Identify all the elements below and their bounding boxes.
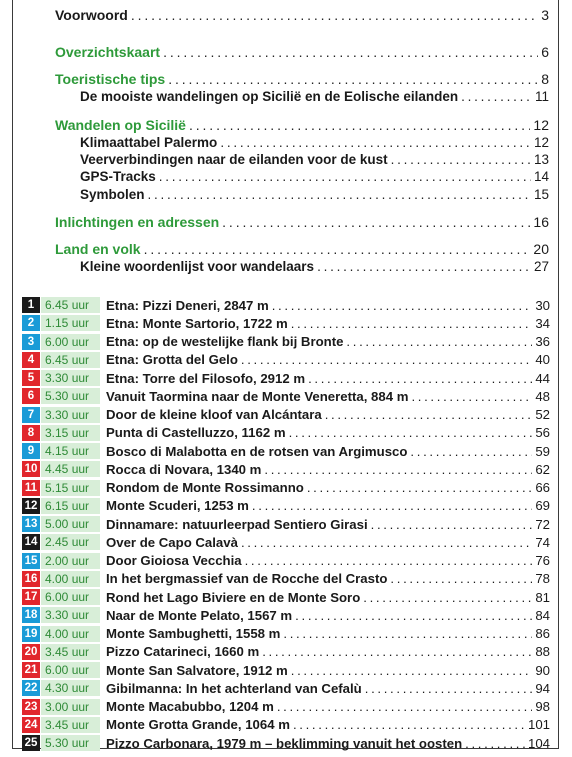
hike-number-badge: 6: [22, 388, 40, 404]
hike-page-number: 36: [535, 334, 550, 349]
leader-dots: [252, 498, 532, 513]
hike-title: Monte Macabubbo, 1204 m: [106, 699, 274, 714]
hike-number-badge: 18: [22, 607, 40, 623]
leader-dots: [189, 117, 530, 133]
hike-row-11[interactable]: [22, 480, 550, 496]
toc-entry-page: 13: [533, 152, 549, 167]
hike-number-badge: 12: [22, 498, 40, 514]
hike-page-number: 78: [535, 571, 550, 587]
toc-entry-page: 3: [541, 7, 549, 23]
hike-page-number: 81: [535, 589, 550, 605]
hike-number-badge: 23: [22, 699, 40, 715]
hike-duration: 3.30 uur: [41, 607, 100, 623]
toc-entry-title: Wandelen op Sicilië: [55, 117, 186, 133]
hike-title: Naar de Monte Pelato, 1567 m: [106, 607, 293, 623]
leader-dots: [291, 316, 533, 331]
hike-duration: 5.15 uur: [41, 480, 100, 496]
hike-page-number: 94: [535, 680, 550, 696]
toc-entry-mooiste-wandelingen[interactable]: [80, 89, 549, 104]
hike-title: Door de kleine kloof van Alcántara: [106, 407, 322, 422]
hike-duration: 4.30 uur: [41, 680, 100, 696]
hike-row-3[interactable]: [22, 334, 550, 350]
leader-dots: [245, 553, 533, 568]
leader-dots: [222, 214, 530, 230]
hike-title: Vanuit Taormina naar de Monte Veneretta, 884 m: [106, 388, 409, 404]
hike-title: Bosco di Malabotta en de rotsen van Argimusco: [106, 443, 408, 459]
hike-page-number: 62: [535, 461, 550, 477]
hike-number-badge: 10: [22, 461, 40, 477]
leader-dots: [168, 71, 538, 87]
hike-number-badge: 4: [22, 352, 40, 368]
toc-entry-wandelen-op-sicilie[interactable]: [55, 117, 549, 133]
toc-entry-page: 12: [533, 135, 549, 150]
hike-row-23[interactable]: [22, 699, 550, 715]
toc-entry-klimaattabel[interactable]: [80, 135, 549, 150]
hike-duration: 6.45 uur: [41, 352, 100, 368]
hike-number-badge: 2: [22, 315, 40, 331]
hike-title: In het bergmassief van de Rocche del Crasto: [106, 571, 388, 587]
hike-duration: 5.30 uur: [41, 388, 100, 404]
leader-dots: [277, 699, 533, 714]
leader-dots: [289, 425, 533, 440]
leader-dots: [131, 7, 538, 23]
hike-row-13[interactable]: [22, 516, 550, 532]
hike-page-number: 90: [535, 662, 550, 678]
leader-dots: [295, 608, 532, 623]
toc-entry-page: 20: [533, 241, 549, 257]
hike-title: Rocca di Novara, 1340 m: [106, 461, 262, 477]
leader-dots: [272, 298, 533, 313]
hike-number-badge: 16: [22, 571, 40, 587]
toc-entry-veerverbindingen[interactable]: [80, 152, 549, 167]
leader-dots: [325, 407, 533, 422]
hike-number-badge: 1: [22, 297, 40, 313]
hike-title: Etna: Pizzi Deneri, 2847 m: [106, 297, 269, 313]
hike-page-number: 44: [535, 370, 550, 386]
hike-number-badge: 20: [22, 644, 40, 660]
toc-entry-inlichtingen[interactable]: [55, 214, 549, 230]
hike-number-badge: 14: [22, 534, 40, 550]
toc-entry-page: 11: [534, 89, 549, 104]
leader-dots: [365, 681, 533, 696]
hike-page-number: 101: [527, 717, 550, 733]
hike-row-16[interactable]: [22, 571, 550, 587]
leader-dots: [293, 717, 525, 732]
hike-title: Pizzo Catarineci, 1660 m: [106, 644, 260, 660]
toc-entry-title: Inlichtingen en adressen: [55, 214, 220, 230]
hike-number-badge: 22: [22, 680, 40, 696]
toc-entry-title: Overzichtskaart: [55, 44, 161, 60]
leader-dots: [410, 444, 532, 459]
hike-number-badge: 11: [22, 480, 40, 496]
leader-dots: [461, 89, 532, 104]
leader-dots: [346, 334, 532, 349]
hike-page-number: 74: [535, 534, 550, 550]
hike-number-badge: 13: [22, 516, 40, 532]
hike-row-21[interactable]: [22, 662, 550, 678]
hike-row-15[interactable]: [22, 553, 550, 569]
hike-page-number: 56: [535, 425, 550, 441]
hike-row-17[interactable]: [22, 589, 550, 605]
hike-duration: 5.00 uur: [41, 516, 100, 532]
toc-entry-page: 15: [533, 187, 549, 202]
hike-row-4[interactable]: [22, 352, 550, 368]
leader-dots: [262, 644, 532, 659]
hike-row-5[interactable]: [22, 370, 550, 386]
leader-dots: [148, 187, 531, 202]
hike-title: Rond het Lago Biviere en de Monte Soro: [106, 589, 361, 605]
hike-title: Monte Grotta Grande, 1064 m: [106, 717, 290, 733]
hike-title: Gibilmanna: In het achterland van Cefalù: [106, 680, 362, 696]
toc-entry-overzichtskaart[interactable]: [55, 44, 549, 60]
hike-number-badge: 3: [22, 334, 40, 350]
toc-entry-title: Symbolen: [80, 187, 145, 202]
leader-dots: [317, 259, 531, 274]
hike-row-2[interactable]: [22, 315, 550, 331]
toc-entry-gps-tracks[interactable]: [80, 169, 549, 184]
hike-row-10[interactable]: [22, 461, 550, 477]
hike-number-badge: 15: [22, 553, 40, 569]
toc-entry-page: 8: [541, 71, 549, 87]
hike-title: Door Gioiosa Vecchia: [106, 553, 242, 568]
hike-page-number: 52: [535, 407, 550, 422]
hike-page-number: 84: [535, 607, 550, 623]
hike-page-number: 30: [535, 297, 550, 313]
hike-title: Etna: Monte Sartorio, 1722 m: [106, 315, 288, 331]
hike-duration: 3.30 uur: [41, 370, 100, 386]
hike-page-number: 72: [535, 516, 550, 532]
hike-page-number: 86: [535, 626, 550, 641]
hike-row-19[interactable]: [22, 626, 550, 642]
leader-dots: [371, 517, 533, 532]
hike-page-number: 40: [535, 352, 550, 368]
toc-entry-toeristische-tips[interactable]: [55, 71, 549, 87]
leader-dots: [308, 371, 532, 386]
toc-entry-woordenlijst[interactable]: [80, 259, 549, 274]
hike-page-number: 104: [527, 735, 550, 751]
leader-dots: [264, 462, 532, 477]
hike-number-badge: 8: [22, 425, 40, 441]
hike-page-number: 69: [535, 498, 550, 514]
toc-entry-title: Land en volk: [55, 241, 141, 257]
hike-title: Etna: Grotta del Gelo: [106, 352, 238, 368]
leader-dots: [465, 736, 525, 751]
hike-row-18[interactable]: [22, 607, 550, 623]
toc-entry-title: GPS-Tracks: [80, 169, 156, 184]
hike-number-badge: 25: [22, 735, 40, 751]
toc-entry-title: Kleine woordenlijst voor wandelaars: [80, 259, 315, 274]
leader-dots: [391, 152, 531, 167]
toc-entry-page: 6: [541, 44, 549, 60]
hike-title: Rondom de Monte Rossimanno: [106, 480, 304, 495]
hike-duration: 4.15 uur: [41, 443, 100, 459]
hike-number-badge: 17: [22, 589, 40, 605]
hike-duration: 6.45 uur: [41, 297, 100, 313]
hike-row-24[interactable]: [22, 717, 550, 733]
hike-number-badge: 19: [22, 626, 40, 642]
hike-page-number: 34: [535, 315, 550, 331]
toc-entry-voorwoord[interactable]: [55, 7, 549, 23]
toc-entry-title: De mooiste wandelingen op Sicilië en de Eolische eilanden: [80, 89, 459, 104]
hike-page-number: 59: [535, 443, 550, 459]
leader-dots: [411, 389, 532, 404]
toc-entry-page: 16: [533, 214, 549, 230]
hike-title: Punta di Castelluzzo, 1162 m: [106, 425, 286, 441]
hike-duration: 4.00 uur: [41, 626, 100, 642]
leader-dots: [163, 44, 538, 60]
hike-row-12[interactable]: [22, 498, 550, 514]
hike-row-7[interactable]: [22, 407, 550, 423]
hike-duration: 6.00 uur: [41, 589, 100, 605]
leader-dots: [144, 241, 531, 257]
hike-duration: 3.45 uur: [41, 717, 100, 733]
hike-title: Monte Sambughetti, 1558 m: [106, 626, 281, 641]
toc-entry-title: Toeristische tips: [55, 71, 166, 87]
hike-title: Over de Capo Calavà: [106, 534, 238, 550]
leader-dots: [283, 626, 532, 641]
hike-number-badge: 5: [22, 370, 40, 386]
hike-duration: 3.30 uur: [41, 407, 100, 423]
toc-entry-title: Klimaattabel Palermo: [80, 135, 218, 150]
hike-duration: 2.00 uur: [41, 553, 100, 569]
hike-row-6[interactable]: [22, 388, 550, 404]
hike-duration: 3.45 uur: [41, 644, 100, 660]
toc-entry-page: 27: [533, 259, 549, 274]
hike-title: Dinnamare: natuurleerpad Sentiero Girasi: [106, 516, 368, 532]
hike-row-25[interactable]: [22, 735, 550, 751]
leader-dots: [220, 135, 531, 150]
toc-entry-title: Voorwoord: [55, 7, 128, 23]
hike-duration: 1.15 uur: [41, 315, 100, 331]
hike-page-number: 66: [535, 480, 550, 495]
hike-row-14[interactable]: [22, 534, 550, 550]
hike-duration: 4.45 uur: [41, 461, 100, 477]
hike-page-number: 98: [535, 699, 550, 714]
toc-entry-land-en-volk[interactable]: [55, 241, 549, 257]
hike-row-22[interactable]: [22, 680, 550, 696]
hike-number-badge: 24: [22, 717, 40, 733]
hike-title: Etna: Torre del Filosofo, 2912 m: [106, 370, 306, 386]
leader-dots: [241, 352, 532, 367]
hike-title: Monte Scuderi, 1253 m: [106, 498, 249, 514]
hike-page-number: 48: [535, 388, 550, 404]
hike-row-8[interactable]: [22, 425, 550, 441]
leader-dots: [307, 480, 533, 495]
leader-dots: [291, 663, 533, 678]
hike-title: Monte San Salvatore, 1912 m: [106, 662, 288, 678]
hike-title: Pizzo Carbonara, 1979 m – beklimming vanuit het oosten: [106, 735, 463, 751]
leader-dots: [390, 571, 532, 586]
hike-number-badge: 7: [22, 407, 40, 423]
hike-title: Etna: op de westelijke flank bij Bronte: [106, 334, 344, 349]
toc-entry-page: 14: [533, 169, 549, 184]
leader-dots: [241, 535, 532, 550]
hike-row-9[interactable]: [22, 443, 550, 459]
hike-duration: 4.00 uur: [41, 571, 100, 587]
leader-dots: [159, 169, 531, 184]
hike-duration: 2.45 uur: [41, 534, 100, 550]
hike-duration: 6.00 uur: [41, 334, 100, 350]
hike-duration: 6.15 uur: [41, 498, 100, 514]
hike-number-badge: 21: [22, 662, 40, 678]
hike-number-badge: 9: [22, 443, 40, 459]
hike-duration: 3.00 uur: [41, 699, 100, 715]
hike-page-number: 76: [535, 553, 550, 568]
hike-row-20[interactable]: [22, 644, 550, 660]
hike-page-number: 88: [535, 644, 550, 660]
hike-duration: 3.15 uur: [41, 425, 100, 441]
toc-entry-page: 12: [533, 117, 549, 133]
toc-entry-symbolen[interactable]: [80, 187, 549, 202]
hike-duration: 5.30 uur: [41, 735, 100, 751]
hike-row-1[interactable]: [22, 297, 550, 313]
leader-dots: [363, 590, 532, 605]
toc-entry-title: Veerverbindingen naar de eilanden voor de kust: [80, 152, 388, 167]
hike-duration: 6.00 uur: [41, 662, 100, 678]
